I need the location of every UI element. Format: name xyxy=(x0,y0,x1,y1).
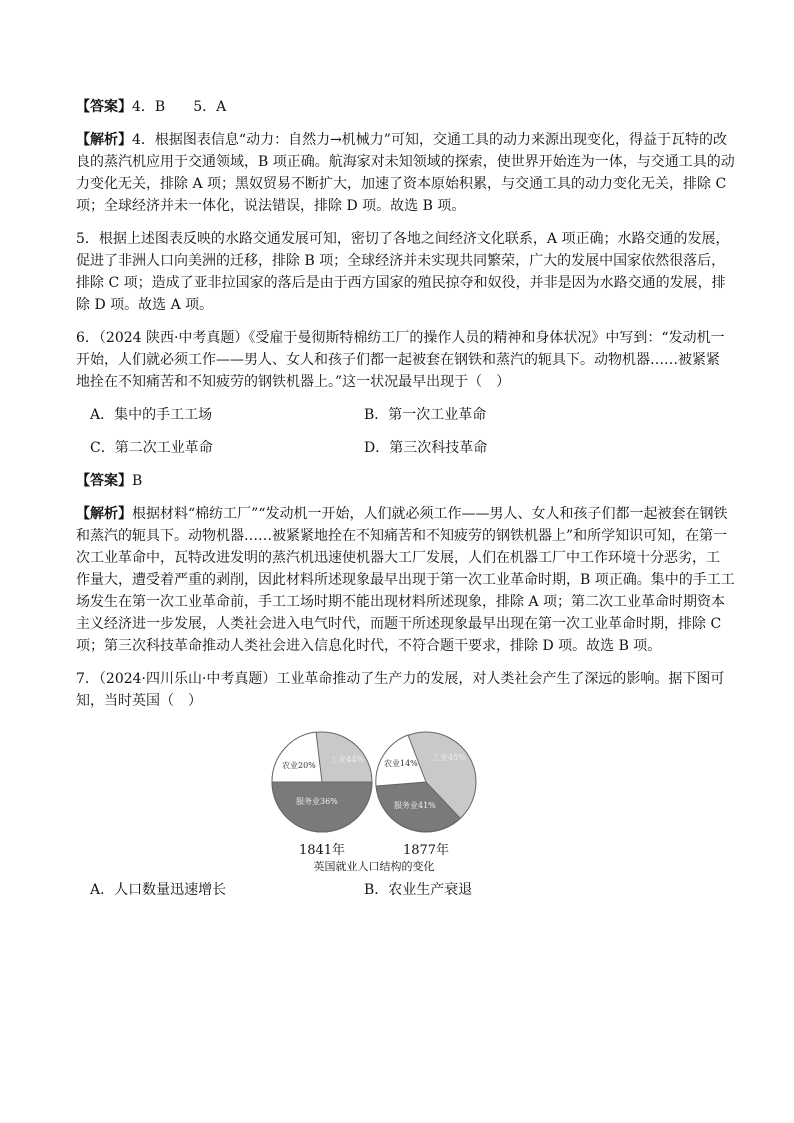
answer-text: B xyxy=(132,473,143,489)
option-b: B．农业生产衰退 xyxy=(364,882,473,898)
figure-caption: 英国就业人口结构的变化 xyxy=(313,860,435,873)
q6-analysis-line7: 项；第三次科技革命推动人类社会进入信息化时代，不符合题干要求，排除 D 项。故选 B 项。 xyxy=(76,638,662,654)
q45-analysis-line3: 力变化无关，排除 A 项；黑奴贸易不断扩大，加速了资本原始积累，与交通工具的动力变化无关，排除 C xyxy=(76,176,727,192)
q7-stem-line2: 知，当时英国（ ） xyxy=(76,693,202,709)
analysis-tag: 【解析】 xyxy=(76,132,132,148)
pie2-service-label: 服务业41% xyxy=(394,801,436,810)
q6-stem-line1: 6．（2024 陕西·中考真题）《受雇于曼彻斯特棉纺工厂的操作人员的精神和身体状况》中写到：“发动机一 xyxy=(76,330,725,346)
document-page xyxy=(76,96,735,901)
answer-text: 4．B 5．A xyxy=(132,99,227,115)
q45-analysis-line4: 项；全球经济并未一体化，说法错误，排除 D 项。故选 B 项。 xyxy=(76,198,466,214)
pie-charts xyxy=(266,724,566,874)
q6-options-row1 xyxy=(76,404,726,426)
pie1-other-label: 工业44% xyxy=(330,755,364,764)
q6-analysis-line4: 作量大，遭受着严重的剥削，因此材料所述现象最早出现于第一次工业革命时期，B 项正确。集中的手工工 xyxy=(76,572,735,588)
option-a: A．集中的手工工场 xyxy=(90,407,213,423)
answer-tag: 【答案】 xyxy=(76,473,132,489)
pie1-service-slice xyxy=(272,782,372,832)
employment-structure-figure xyxy=(76,724,726,879)
q6-answer xyxy=(76,470,726,492)
pie1-agri-slice xyxy=(272,732,322,782)
analysis-tag: 【解析】 xyxy=(76,506,132,522)
option-c: C．第二次工业革命 xyxy=(90,440,213,456)
q6-stem-line3: 地拴在不知痛苦和不知疲劳的钢铁机器上。”这一状况最早出现于（ ） xyxy=(76,374,511,390)
analysis-text: 4．根据图表信息“动力：自然力→机械力”可知，交通工具的动力来源出现变化，得益于瓦特的改 xyxy=(132,132,727,148)
option-b: B．第一次工业革命 xyxy=(364,407,487,423)
q45-analysis-line1 xyxy=(76,129,726,151)
q45-answer xyxy=(76,96,726,118)
q6-analysis-line5: 场发生在第一次工业革命前，手工工场时期不能出现材料所述现象，排除 A 项；第二次工业革命时期资本 xyxy=(76,594,726,610)
pie1-agri-label: 农业20% xyxy=(282,761,316,770)
q6-analysis-line2: 和蒸汽的轭具下。动物机器……被紧紧地拴在不知痛苦和不知疲劳的钢铁机器上”和所学知识可知，在第一 xyxy=(76,528,728,544)
answer-tag: 【答案】 xyxy=(76,99,132,115)
q5-analysis-line3: 排除 C 项；造成了亚非拉国家的落后是由于西方国家的殖民掠夺和奴役，并非是因为水路交通的发展，排 xyxy=(76,275,726,291)
pie1-year: 1841年 xyxy=(298,843,346,858)
pie2-agri-label: 农业14% xyxy=(384,759,418,768)
analysis-text: 根据材料“棉纺工厂”“发动机一开始，人们就必须工作——男人、女人和孩子们都一起被套在钢铁 xyxy=(132,506,728,522)
q7-options-row1 xyxy=(76,879,726,901)
q6-analysis-line3: 次工业革命中，瓦特改进发明的蒸汽机迅速使机器大工厂发展，人们在机器工厂中工作环境十分恶劣，工 xyxy=(76,550,720,566)
q5-analysis-line1: 5．根据上述图表反映的水路交通发展可知，密切了各地之间经济文化联系，A 项正确；水路交通的发展， xyxy=(76,231,730,247)
q5-analysis-line4: 除 D 项。故选 A 项。 xyxy=(76,297,214,313)
q5-analysis-line2: 促进了非洲人口向美洲的迁移，排除 B 项；全球经济并未实现共同繁荣，广大的发展中国家依然很落后， xyxy=(76,253,726,269)
pie2-other-label: 工业45% xyxy=(432,753,466,762)
q6-analysis-line1 xyxy=(76,503,726,525)
pie1-service-label: 服务业36% xyxy=(296,797,338,806)
q7-stem-line1: 7．（2024·四川乐山·中考真题）工业革命推动了生产力的发展，对人类社会产生了深远的影响。据下图可 xyxy=(76,671,725,687)
q6-options-row2 xyxy=(76,437,726,459)
q6-analysis-line6: 主义经济进一步发展，人类社会进入电气时代，而题干所述现象最早出现在第一次工业革命时期，排除 C xyxy=(76,616,722,632)
option-a: A．人口数量迅速增长 xyxy=(90,882,227,898)
pie2-year: 1877年 xyxy=(402,843,450,858)
q45-analysis-line2: 良的蒸汽机应用于交通领域，B 项正确。航海家对未知领域的探索，使世界开始连为一体，与交通工具的动 xyxy=(76,154,735,170)
option-d: D．第三次科技革命 xyxy=(364,440,488,456)
q6-stem-line2: 开始，人们就必须工作——男人、女人和孩子们都一起被套在钢铁和蒸汽的轭具下。动物机器……被紧紧 xyxy=(76,352,720,368)
